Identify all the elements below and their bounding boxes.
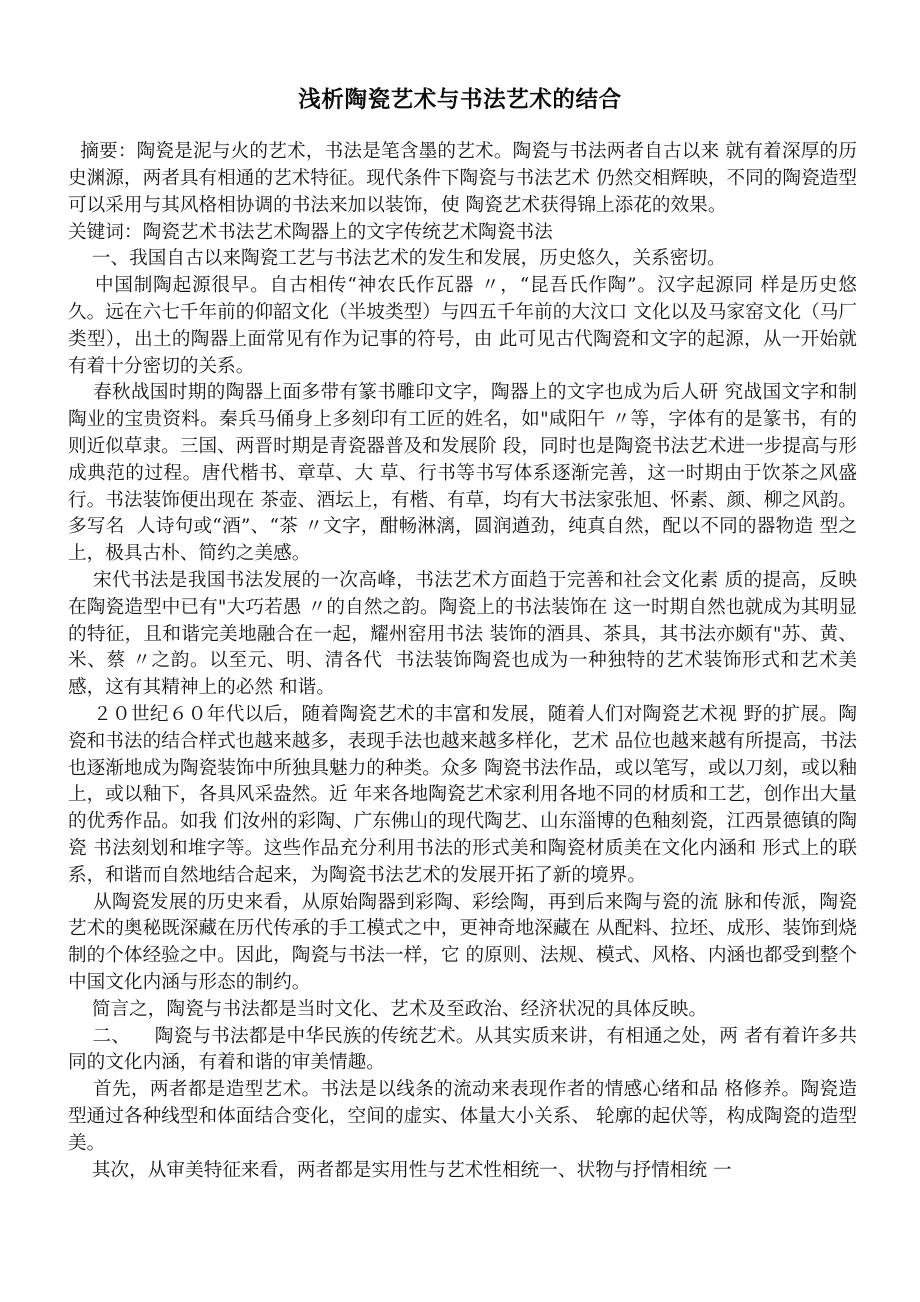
body-paragraph: 中国制陶起源很早。自古相传“神农氏作瓦器 〃，“昆吾氏作陶”。汉字起源同 样是历史悠久。远在六七千年前的仰韶文化（半坡类型）与四五千年前的大汶口 文化以及马家窑文化（马厂类型），出土的陶器上面常见有作为记事的符号，由 此可见古代陶瓷和文字的起源，从一开始就有着十分密切的关系。 — [68, 275, 857, 377]
body-paragraph: 一、我国自古以来陶瓷工艺与书法艺术的发生和发展，历史悠久，关系密切。 — [68, 248, 726, 270]
body-paragraph: 从陶瓷发展的历史来看，从原始陶器到彩陶、彩绘陶，再到后来陶与瓷的流 脉和传派，陶瓷艺术的奥秘既深藏在历代传承的手工模式之中，更神奇地深藏在 从配料、拉坯、成形、装饰到烧制的个体经验之中。因此，陶瓷与书法一样，它 的原则、法规、模式、风格、内涵也都受到整个中国文化内涵与形态的制约。 — [68, 891, 858, 993]
abstract-paragraph: 摘要：陶瓷是泥与火的艺术，书法是笔含墨的艺术。陶瓷与书法两者自古以来 就有着深厚的历史渊源，两者具有相通的艺术特征。现代条件下陶瓷与书法艺术 仍然交相辉映，不同的陶瓷造型可以采用与其风格相协调的书法来加以装饰，使 陶瓷艺术获得锦上添花的效果。 — [68, 141, 857, 216]
body-paragraph: 二、 陶瓷与书法都是中华民族的传统艺术。从其实质来讲，有相通之处，两 者有着许多共同的文化内涵，有着和谐的审美情趣。 — [68, 1025, 857, 1074]
body-paragraph: 春秋战国时期的陶器上面多带有篆书雕印文字，陶器上的文字也成为后人研 究战国文字和制陶业的宝贵资料。秦兵马俑身上多刻印有工匠的姓名，如"咸阳午 〃等，字体有的是篆书，有的则近似草隶。三国、两晋时期是青瓷器普及和发展阶 段，同时也是陶瓷书法艺术进一步提高与形成典范的过程。唐代楷书、章草、大 草、行书等书写体系逐渐完善，这一时期由于饮茶之风盛行。书法装饰便出现在 茶壶、酒坛上，有楷、有草，均有大书法家张旭、怀素、颜、柳之风韵。多写名 人诗句或“酒”、“茶 〃文字，酣畅淋漓，圆润遒劲，纯真自然，配以不同的器物造 型之上，极具古朴、简约之美感。 — [68, 382, 858, 565]
body-paragraph: ２０世纪６０年代以后，随着陶瓷艺术的丰富和发展，随着人们对陶瓷艺术视 野的扩展。陶瓷和书法的结合样式也越来越多，表现手法也越来越多样化，艺术 品位也越来越有所提高，书法也逐渐地成为陶瓷装饰中所独具魅力的种类。众多 陶瓷书法作品，或以笔写，或以刀刻，或以釉上，或以釉下，各具风采盎然。近 年来各地陶瓷艺术家利用各地不同的材质和工艺，创作出大量的优秀作品。如我 们汝州的彩陶、广东佛山的现代陶艺、山东淄博的色釉刻瓷，江西景德镇的陶瓷 书法刻划和堆字等。这些作品充分利用书法的形式美和陶瓷材质美在文化内涵和 形式上的联系，和谐而自然地结合起来，为陶瓷书法艺术的发展开拓了新的境界。 — [68, 703, 858, 886]
body-paragraph: 简言之，陶瓷与书法都是当时文化、艺术及至政治、经济状况的具体反映。 — [68, 998, 708, 1020]
body-paragraph: 首先，两者都是造型艺术。书法是以线条的流动来表现作者的情感心绪和品 格修养。陶瓷造型通过各种线型和体面结合变化，空间的虚实、体量大小关系、 轮廓的起伏等，构成陶瓷的造型美。 — [68, 1079, 858, 1154]
document-body — [0, 139, 920, 1184]
page-title: 浅析陶瓷艺术与书法艺术的结合 — [298, 87, 622, 113]
body-paragraph: 宋代书法是我国书法发展的一次高峰，书法艺术方面趋于完善和社会文化素 质的提高，反映在陶瓷造型中已有"大巧若愚 〃的自然之韵。陶瓷上的书法装饰在 这一时期自然也就成为其明显的特征，且和谐完美地融合在一起，耀州窑用书法 装饰的酒具、茶具，其书法亦颇有"苏、黄、米、蔡 〃之韵。以至元、明、清各代 书法装饰陶瓷也成为一种独特的艺术装饰形式和艺术美感，这有其精神上的必然 和谐。 — [68, 570, 858, 699]
keywords-line: 关键词：陶瓷艺术书法艺术陶器上的文字传统艺术陶瓷书法 — [68, 221, 553, 243]
body-paragraph: 其次，从审美特征来看，两者都是实用性与艺术性相统一、状物与抒情相统 一 — [68, 1159, 732, 1181]
